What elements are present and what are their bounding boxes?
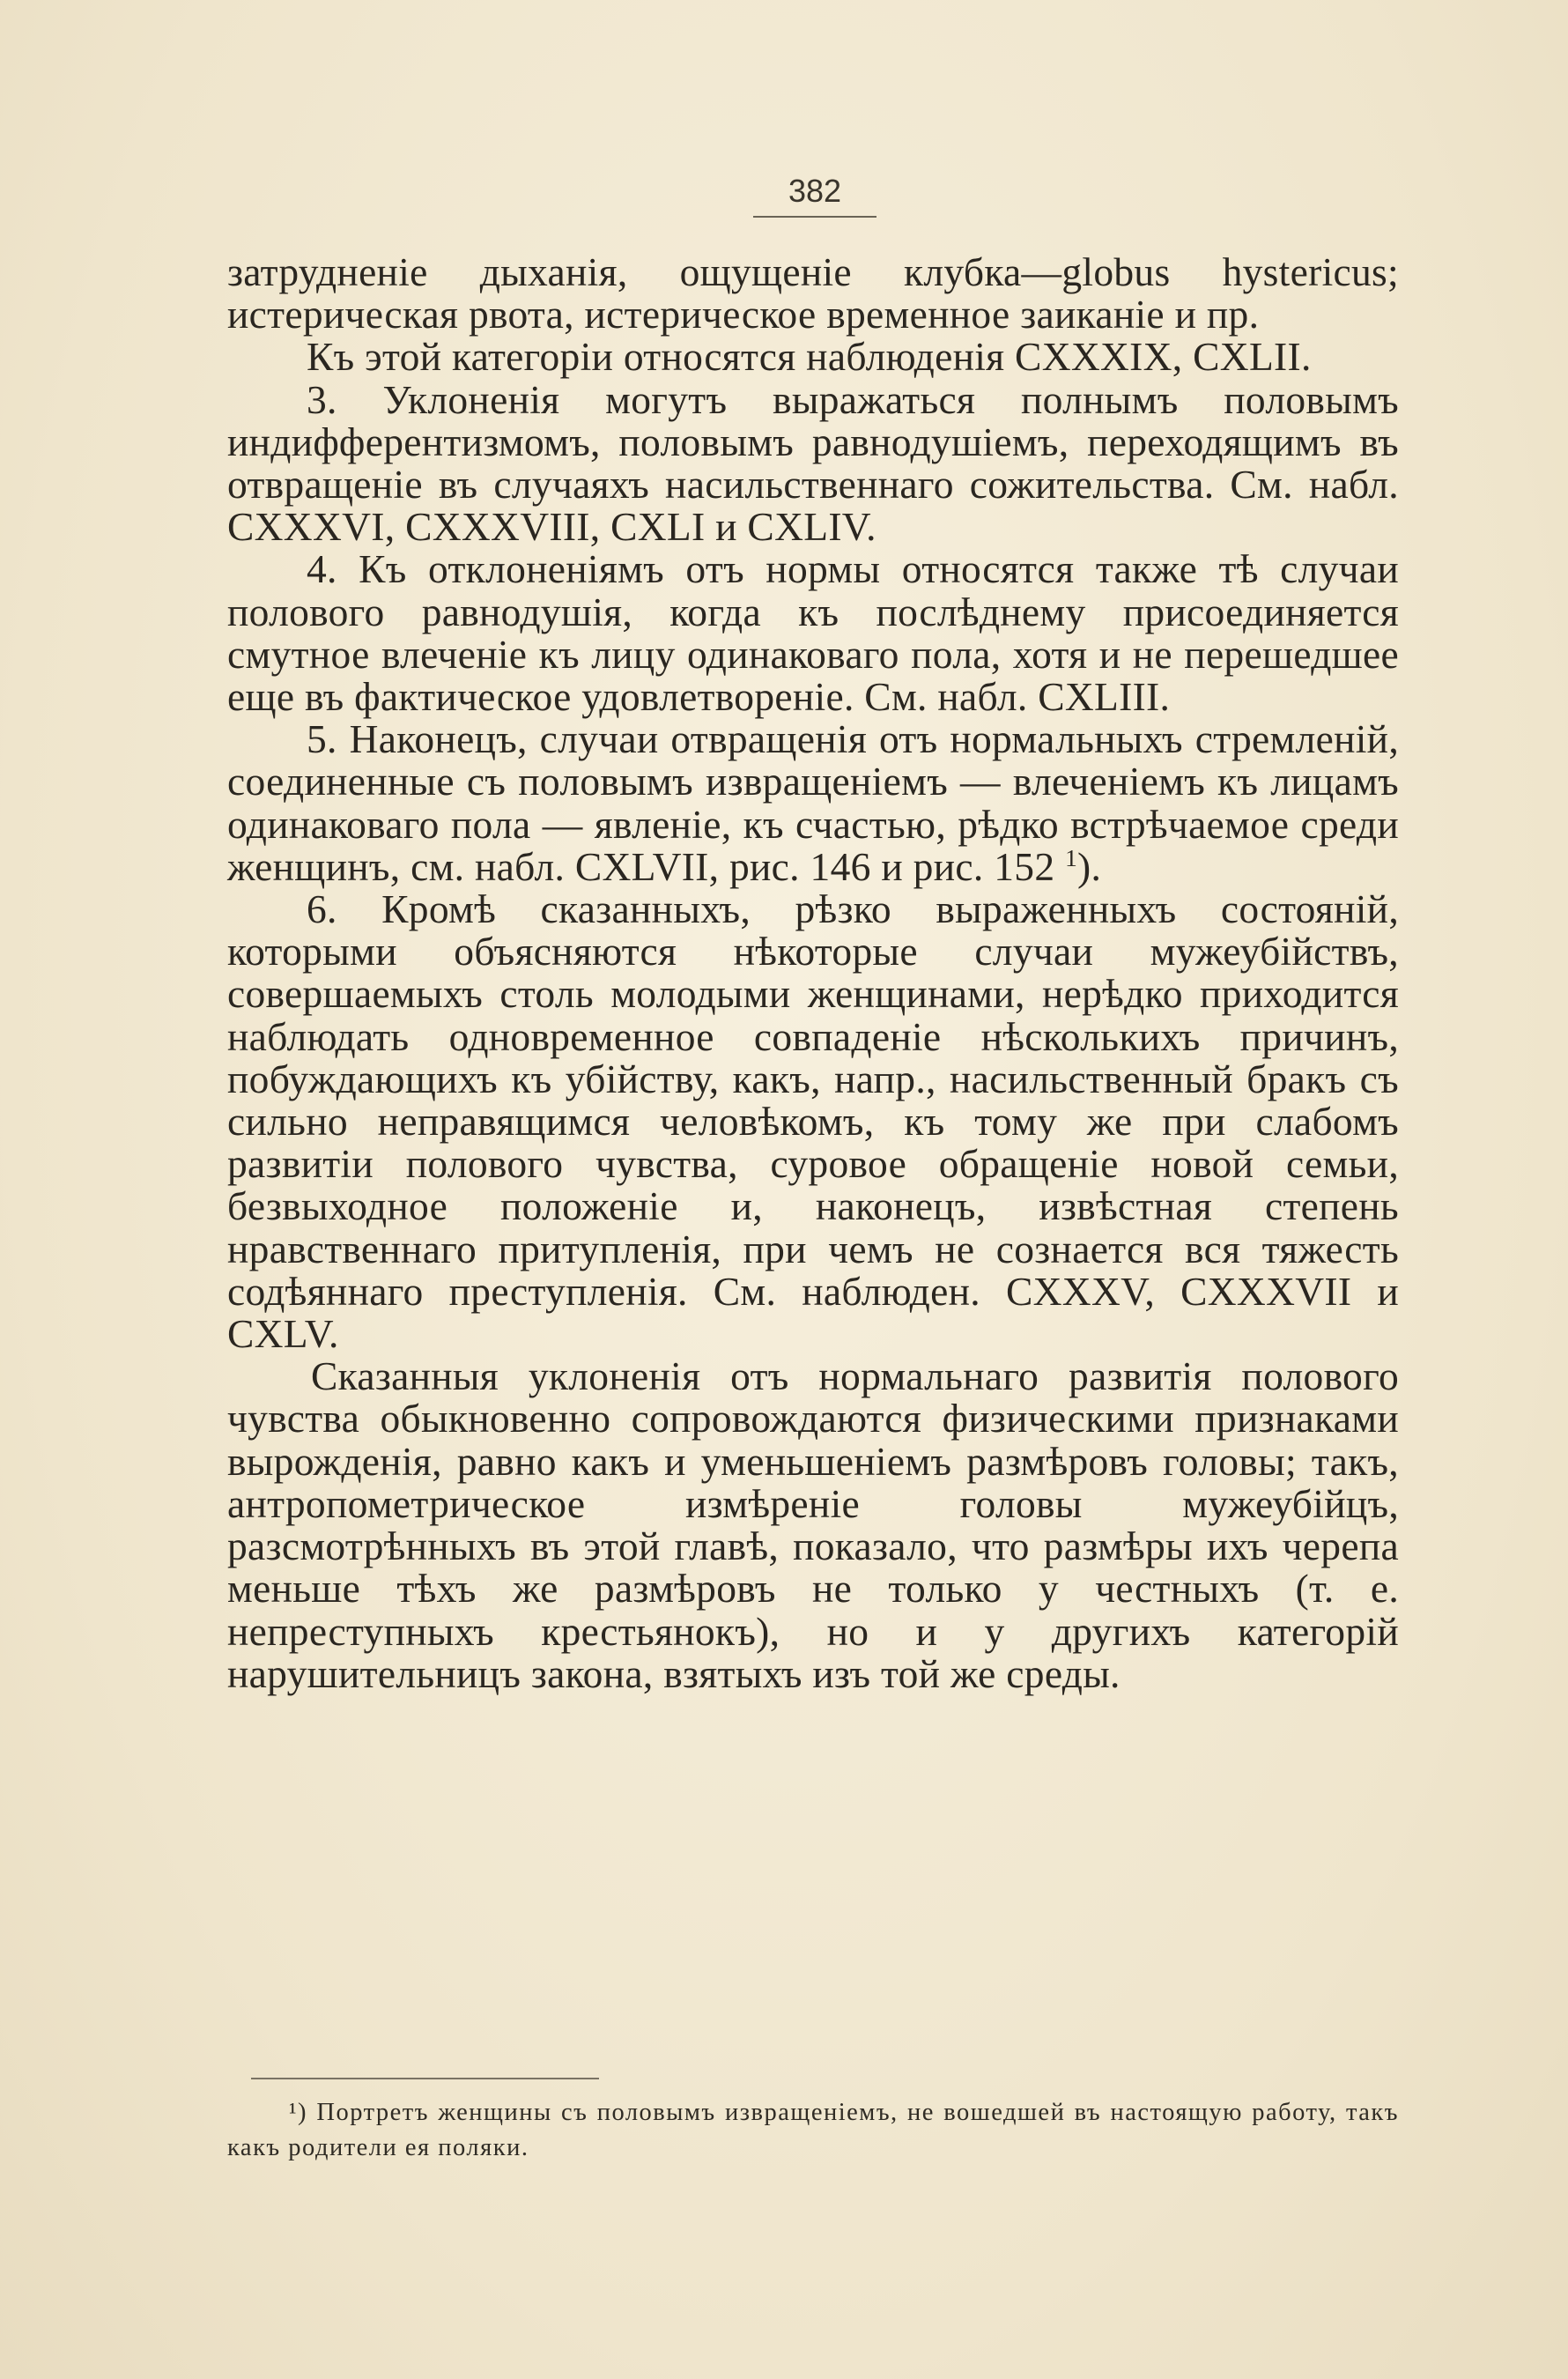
body-text (227, 251, 1399, 1695)
page-number: 382 (788, 173, 842, 209)
paragraph-summary: Сказанныя уклоненія отъ нормальнаго развитія полового чувства обыкновенно сопровождаются физическими признаками вырожденія, равно какъ и уменьшеніемъ размѣровъ головы; такъ, антропометрическое измѣреніе головы мужеубійцъ, разсмотрѣнныхъ въ этой главѣ, показало, что размѣры ихъ черепа меньше тѣхъ же размѣровъ не только у честныхъ (т. е. непреступныхъ крестьянокъ), но и у другихъ категорій нарушительницъ закона, взятыхъ изъ той же среды. (227, 1353, 1399, 1696)
footnote-rule (251, 2078, 599, 2079)
paragraph-item-6: 6. Кромѣ сказанныхъ, рѣзко выраженныхъ состояній, которыми объясняются нѣкоторые случаи мужеубійствъ, совершаемыхъ столь молодыми женщинами, нерѣдко приходится наблюдать одновременное совпаденіе нѣсколькихъ причинъ, побуждающихъ къ убійству, какъ, напр., насильственный бракъ съ сильно неправящимся человѣкомъ, къ тому же при слабомъ развитіи полового чувства, суровое обращеніе новой семьи, безвыходное положеніе и, наконецъ, извѣстная степень нравственнаго притупленія, при чемъ не сознается вся тяжесть содѣяннаго преступленія. См. наблюден. CXXXV, CXXXVII и CXLV. (227, 886, 1399, 1357)
paragraph-item-3: 3. Уклоненія могутъ выражаться полнымъ половымъ индифферентизмомъ, половымъ равнодушіемъ, переходящимъ въ отвращеніе въ случаяхъ насильственнаго сожительства. См. набл. CXXXVI, CXXXVIII, CXLI и CXLIV. (227, 376, 1399, 550)
paragraph-item-5-text: 5. Наконецъ, случаи отвращенія отъ нормальныхъ стремленій, соединенные съ половымъ извращеніемъ — влеченіемъ къ лицамъ одинаковаго пола — явленіе, къ счастью, рѣдко встрѣчаемое среди женщинъ, см. набл. CXLVII, рис. 146 и рис. 152 (227, 716, 1399, 889)
footnote-reference: 1 (1065, 844, 1078, 871)
paragraph-item-5 (227, 718, 1399, 888)
paragraph-item-4: 4. Къ отклоненіямъ отъ нормы относятся также тѣ случаи полового равнодушія, когда къ послѣднему присоединяется смутное влеченіе къ лицу одинаковаго пола, хотя и не перешедшее еще въ фактическое удовлетвореніе. См. набл. CXLIII. (227, 546, 1399, 720)
footnote-text: Портретъ женщины съ половымъ извращеніемъ, не вошедшей въ настоящую работу, такъ какъ родители ея поляки. (227, 2099, 1399, 2161)
page-number-rule (753, 216, 876, 218)
footnote-marker: ¹) (289, 2099, 308, 2126)
footnote-paragraph (227, 2095, 1399, 2166)
paragraph-category: Къ этой категоріи относятся наблюденія CXXXIX, CXLII. (307, 334, 1312, 380)
footnote (227, 2095, 1399, 2166)
paragraph-item-5-tail: ). (1077, 843, 1102, 889)
paragraph-continuation: затрудненіе дыханія, ощущеніе клубка—globus hystericus; истерическая рвота, истерическое временное заиканіе и пр. (227, 249, 1399, 337)
